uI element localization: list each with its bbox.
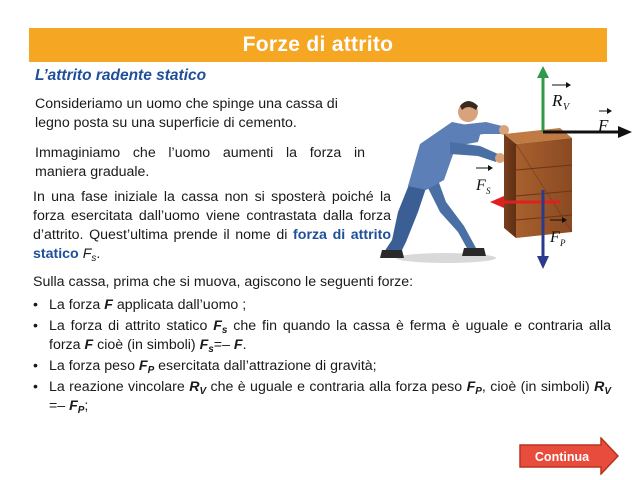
paragraph-forces-intro: Sulla cassa, prima che si muova, agiscono le seguenti forze: — [33, 274, 414, 290]
section-subtitle: L’attrito radente statico — [35, 67, 207, 84]
wooden-crate — [504, 128, 572, 238]
forces-list — [33, 296, 611, 418]
continue-button-label: Continua — [534, 450, 590, 464]
slide-title — [29, 28, 607, 62]
svg-text:F: F — [598, 116, 609, 135]
svg-text:P: P — [560, 238, 566, 248]
paragraph-intro: Consideriamo un uomo che spinge una cassa di legno posta su una superficie di cemento. — [35, 96, 338, 131]
list-item: • La reazione vincolare $R_V$ che è uguale e contraria alla forza peso $F_P$, cioè (in simboli) $R_V =- F_P$; — [33, 378, 611, 416]
man-figure — [380, 101, 509, 263]
paragraph-static-friction-text: In una fase iniziale la cassa non si sposterà poiché la forza esercitata dall’uomo viene contrastata dalla forza d’attrito. Quest’ultima prende il nome di — [33, 189, 391, 243]
paragraph-gradual-force: Immaginiamo che l’uomo aumenti la forza in maniera graduale. — [35, 145, 365, 180]
slide-title-text: Forze di attrito — [242, 33, 394, 56]
svg-text:F: F — [476, 177, 486, 194]
svg-text:R: R — [552, 91, 563, 110]
list-item: • La forza peso $F_P$ esercitata dall’attrazione di gravità; — [33, 357, 611, 376]
paragraph-static-friction: In una fase iniziale la cassa non si sposterà poiché la forza esercitata dall’uomo viene contrastata dalla forza d’attrito. Quest’ultima prende il nome di forza di attrito statico $F_s$. — [33, 189, 391, 264]
svg-text:F: F — [550, 229, 560, 246]
fs-symbol: $F_s$ — [82, 246, 97, 264]
list-item: • La forza di attrito statico $F_s$ che fin quando la cassa è ferma è uguale e contraria alla forza F cioè (in simboli) $F_s=-$ F. — [33, 317, 611, 355]
svg-text:V: V — [563, 102, 570, 113]
force-diagram — [380, 62, 638, 272]
label-rv — [551, 82, 571, 113]
list-item: • La forza F applicata dall’uomo ; — [33, 296, 611, 315]
continue-button[interactable] — [519, 437, 619, 475]
label-fs — [475, 165, 493, 196]
svg-text:S: S — [486, 186, 491, 196]
static-friction-term: forza di attrito statico — [33, 227, 391, 262]
normal-force-arrow — [537, 66, 549, 132]
